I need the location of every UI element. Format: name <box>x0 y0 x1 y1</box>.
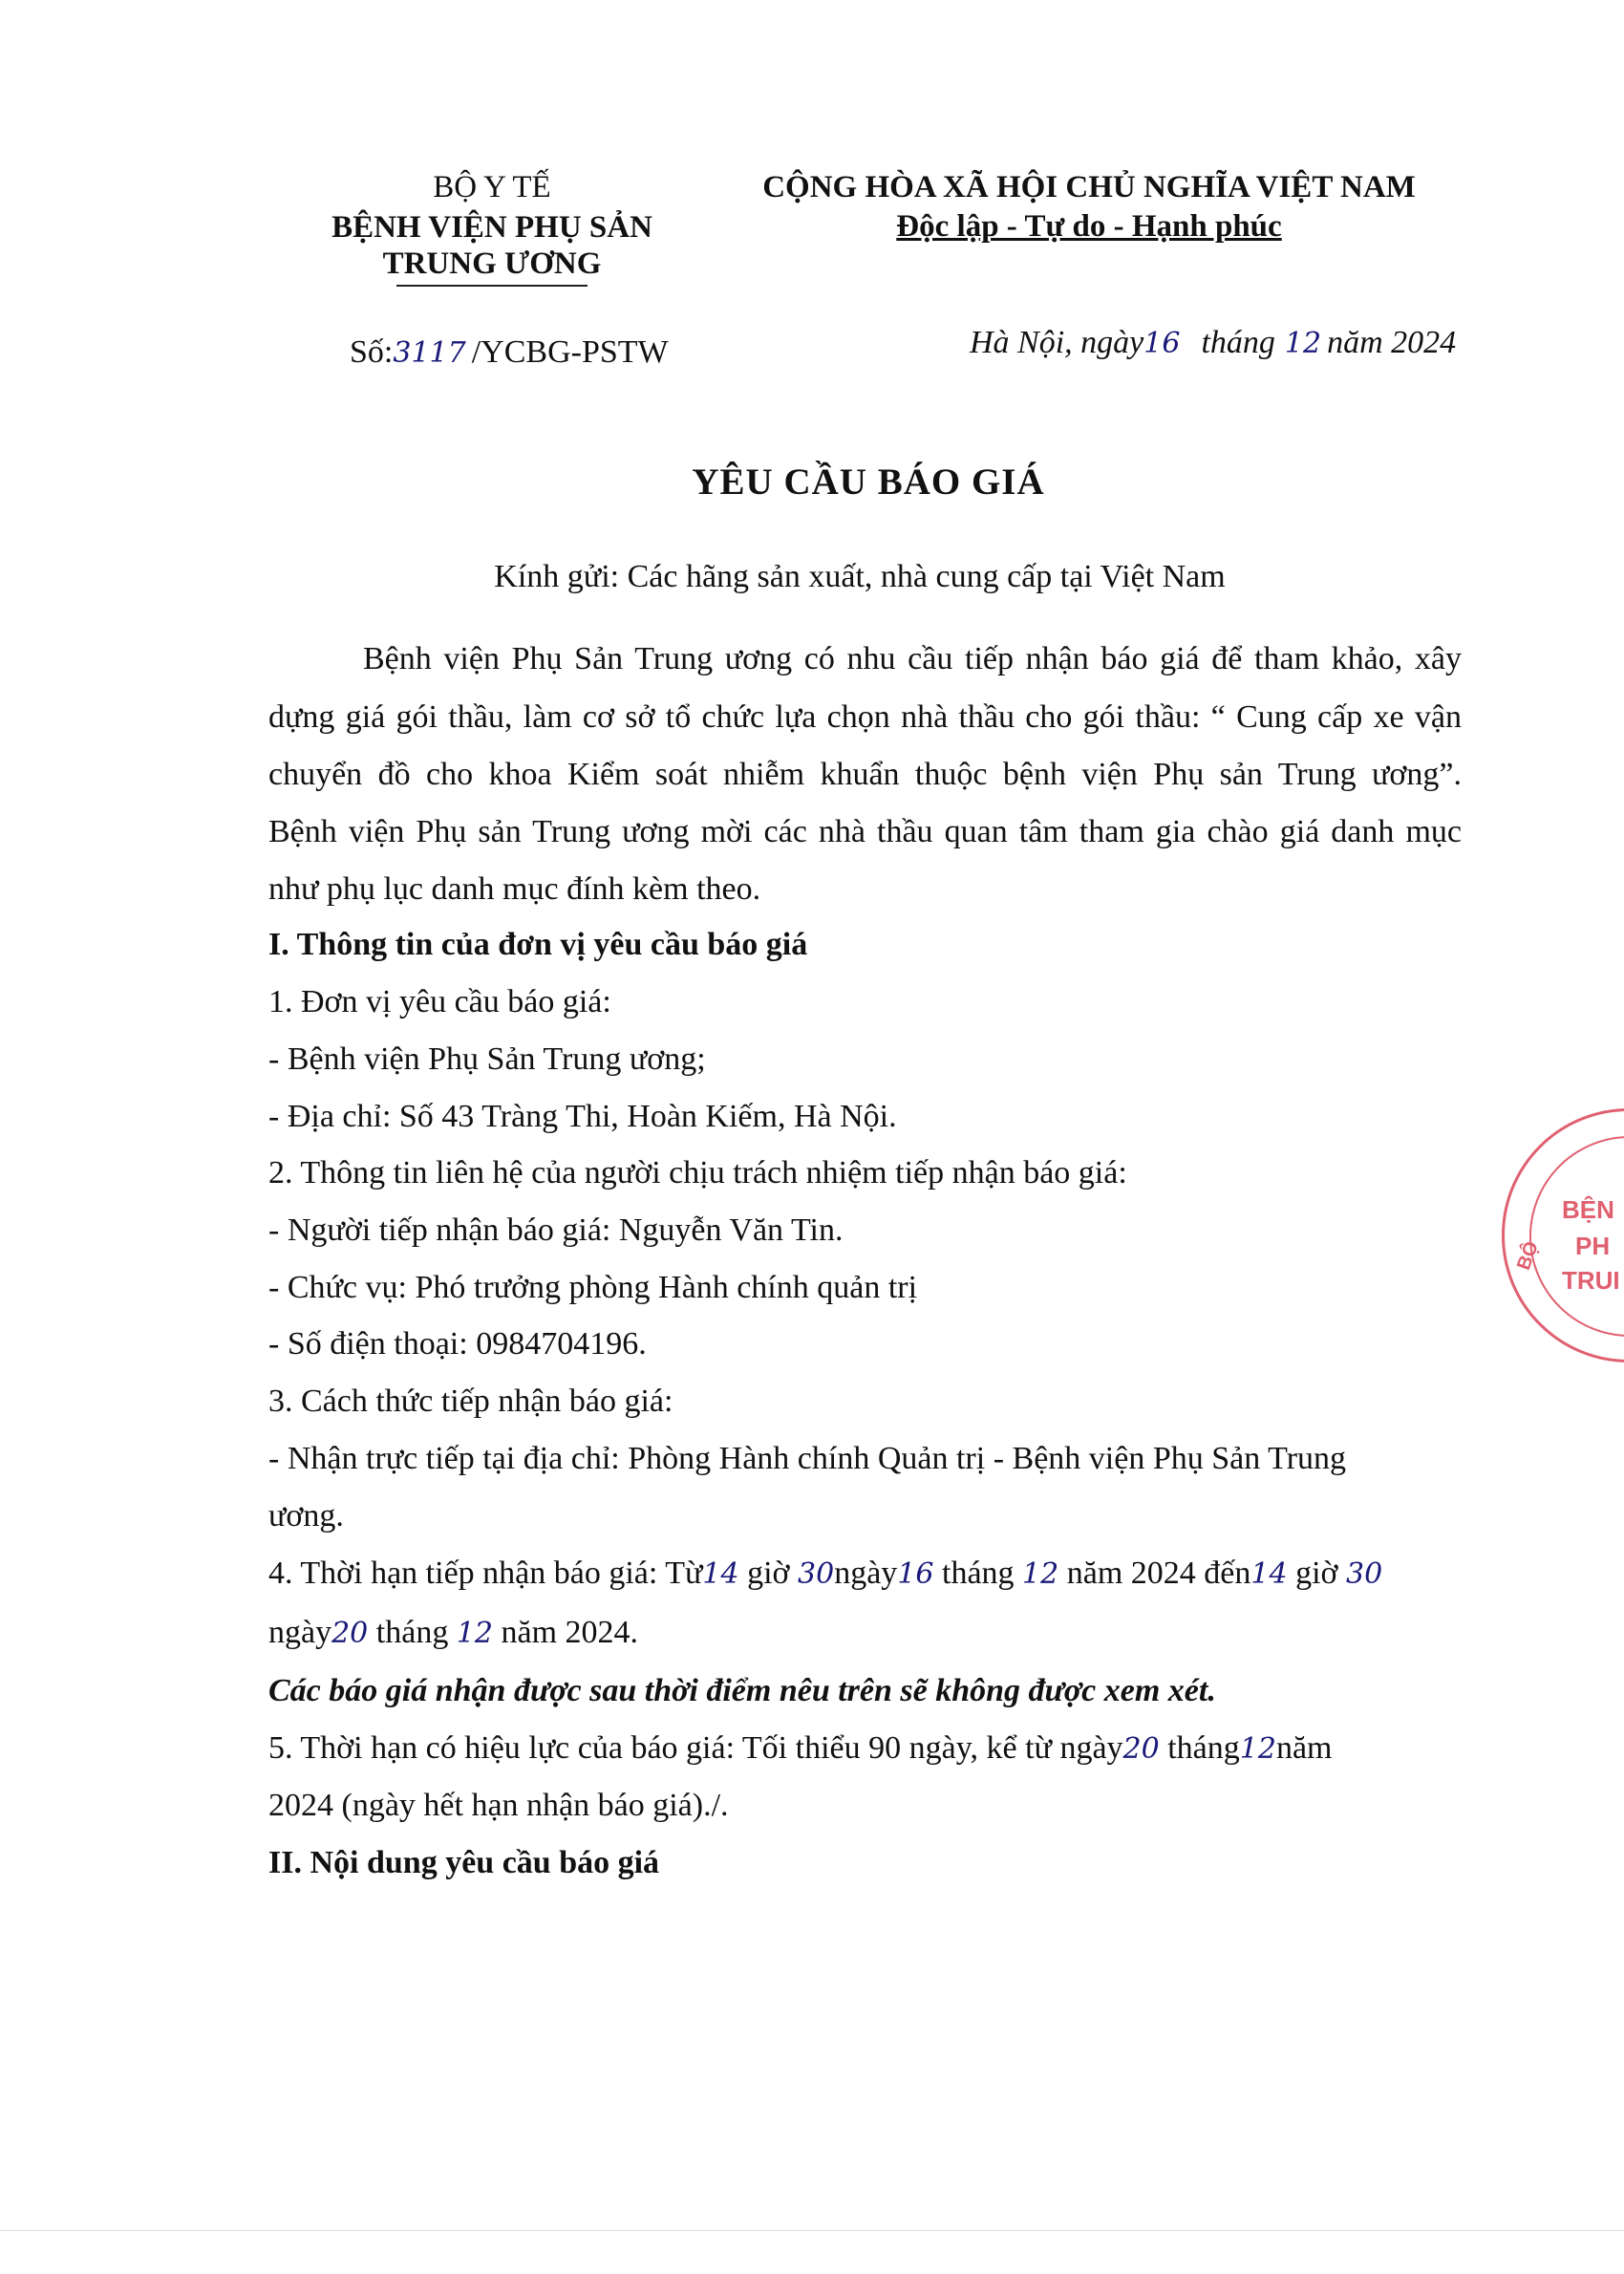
item5-text-year: năm <box>1275 1730 1333 1766</box>
intro-line-2: dựng giá gói thầu, làm cơ sở tổ chức lựa chọn nhà thầu cho gói thầu: “ Cung cấp xe vận <box>268 699 1462 735</box>
ministry-name: BỘ Y TẾ <box>433 170 551 204</box>
date-month-label: tháng <box>1201 325 1275 360</box>
item1-unit: - Bệnh viện Phụ Sản Trung ương; <box>268 1041 706 1077</box>
hospital-name-line2: TRUNG ƯƠNG <box>382 247 602 281</box>
item1-address: - Địa chỉ: Số 43 Tràng Thi, Hoàn Kiếm, Hà Nội. <box>268 1099 897 1134</box>
date-day: 16 <box>1143 327 1181 360</box>
item4-line1 <box>268 1555 1382 1594</box>
item2-position: - Chức vụ: Phó trưởng phòng Hành chính quản trị <box>268 1270 918 1305</box>
stamp-text-3: TRUI <box>1562 1266 1620 1295</box>
item4-text-from: 4. Thời hạn tiếp nhận báo giá: Từ <box>268 1555 703 1591</box>
date-place: Hà Nội, ngày <box>970 325 1144 360</box>
item5-day: 20 <box>1122 1732 1160 1766</box>
stamp-text-side: BỘ <box>1513 1238 1543 1274</box>
intro-line-5: như phụ lục danh mục đính kèm theo. <box>268 871 761 907</box>
item5-month: 12 <box>1239 1732 1276 1766</box>
doc-number-prefix: Số: <box>350 334 394 370</box>
item4-hour-end: 14 <box>1250 1557 1288 1591</box>
stamp-text-2: PH <box>1575 1232 1611 1260</box>
item2-label: 2. Thông tin liên hệ của người chịu trách nhiệm tiếp nhận báo giá: <box>268 1155 1127 1191</box>
item4-text-to: năm 2024 đến <box>1066 1555 1251 1591</box>
header-left-rule <box>396 285 588 287</box>
national-motto: Độc lập - Tự do - Hạnh phúc <box>896 209 1282 244</box>
date-year: năm 2024 <box>1327 325 1457 360</box>
item4-month-start: 12 <box>1022 1557 1059 1591</box>
item3-line1: - Nhận trực tiếp tại địa chỉ: Phòng Hành chính Quản trị - Bệnh viện Phụ Sản Trung <box>268 1441 1347 1476</box>
item5-text-month: tháng <box>1167 1730 1240 1766</box>
item4-line2 <box>268 1614 638 1653</box>
item4-minute-start: 30 <box>798 1557 835 1591</box>
item4-minute-end: 30 <box>1346 1557 1383 1591</box>
country-name: CỘNG HÒA XÃ HỘI CHỦ NGHĨA VIỆT NAM <box>762 170 1416 204</box>
item4-text-month-end: tháng <box>375 1615 449 1650</box>
deadline-note: Các báo giá nhận được sau thời điểm nêu trên sẽ không được xem xét. <box>268 1673 1216 1708</box>
item4-text-hour-end: giờ <box>1295 1555 1338 1591</box>
section2-heading: II. Nội dung yêu cầu báo giá <box>268 1845 660 1880</box>
document-number <box>350 334 669 371</box>
scan-bottom-edge <box>0 2230 1624 2231</box>
item5-text: 5. Thời hạn có hiệu lực của báo giá: Tối thiểu 90 ngày, kể từ ngày <box>268 1730 1123 1766</box>
item2-person: - Người tiếp nhận báo giá: Nguyễn Văn Tin. <box>268 1212 844 1248</box>
item1-label: 1. Đơn vị yêu cầu báo giá: <box>268 984 611 1019</box>
item2-phone: - Số điện thoại: 0984704196. <box>268 1326 647 1362</box>
stamp-text-1: BỆN <box>1562 1195 1614 1224</box>
item3-line2: ương. <box>268 1498 344 1534</box>
item5-line2: 2024 (ngày hết hạn nhận báo giá)./. <box>268 1788 729 1823</box>
item3-label: 3. Cách thức tiếp nhận báo giá: <box>268 1384 673 1419</box>
item4-text-hour: giờ <box>747 1555 790 1591</box>
item4-day-start: 16 <box>897 1557 934 1591</box>
item4-text-month: tháng <box>942 1555 1015 1591</box>
item5-line1 <box>268 1729 1333 1769</box>
date-month: 12 <box>1284 327 1322 360</box>
item4-day-end: 20 <box>331 1617 369 1650</box>
item4-text-day: ngày <box>834 1555 898 1591</box>
hospital-name-line1: BỆNH VIỆN PHỤ SẢN <box>331 210 652 245</box>
document-title: YÊU CẦU BÁO GIÁ <box>692 461 1045 503</box>
intro-line-3: chuyển đồ cho khoa Kiểm soát nhiễm khuẩn thuộc bệnh viện Phụ sản Trung ương”. <box>268 757 1462 792</box>
date-line <box>970 325 1456 361</box>
doc-number-handwritten: 3117 <box>393 336 466 370</box>
recipient-line: Kính gửi: Các hãng sản xuất, nhà cung cấp tại Việt Nam <box>494 559 1226 594</box>
section1-heading: I. Thông tin của đơn vị yêu cầu báo giá <box>268 927 808 962</box>
item4-month-end: 12 <box>456 1617 494 1650</box>
intro-line-1: Bệnh viện Phụ Sản Trung ương có nhu cầu tiếp nhận báo giá để tham khảo, xây <box>363 641 1462 676</box>
item4-hour-start: 14 <box>702 1557 739 1591</box>
item4-text-day-end: ngày <box>268 1615 332 1650</box>
doc-number-suffix: /YCBG-PSTW <box>471 334 669 370</box>
red-seal-stamp <box>1502 1108 1624 1362</box>
item4-text-year-end: năm 2024. <box>501 1615 639 1650</box>
intro-line-4: Bệnh viện Phụ sản Trung ương mời các nhà thầu quan tâm tham gia chào giá danh mục <box>268 814 1462 849</box>
